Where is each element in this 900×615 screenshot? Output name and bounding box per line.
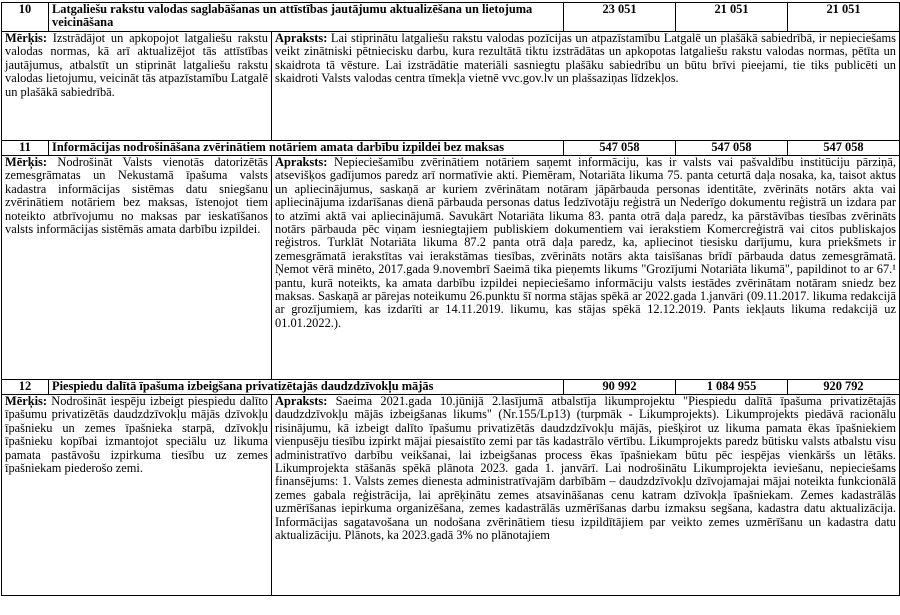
goal-label: Mērķis: — [5, 155, 47, 169]
description-cell — [272, 395, 900, 596]
amount-year-2: 547 058 — [676, 141, 788, 156]
goal-cell — [2, 156, 272, 380]
amount-year-2: 1 084 955 — [676, 380, 788, 395]
measure-header-row — [2, 3, 900, 32]
measure-header-row — [2, 380, 900, 395]
description-text: Lai stiprinātu latgaliešu rakstu valodas pozīcijas un atpazīstamību Latgalē un plašākā sabiedrībā, ir nepieciešams veikt zinātniski pētniecisku darbu, kura rezultātā tiktu izstrādātas un apkopotas latgaliešu rakstu valodas normas, pētīta un skaidrota tā vēsture. Lai izstrādātie materiāli sasniegtu plašāku sabiedrību un būtu brīvi pieejami, tie tiks publicēti un skaidroti Valsts valodas centra tīmekļa vietnē vvc.gov.lv un plašsaziņas līdzekļos. — [275, 31, 896, 86]
description-cell — [272, 156, 900, 380]
amount-year-1: 547 058 — [564, 141, 676, 156]
goal-label: Mērķis: — [5, 31, 47, 45]
goal-text: Nodrošināt Valsts vienotās datorizētās zemesgrāmatas un Nekustamā īpašuma valsts kadastra informācijas sistēmas datu sniegšanu zvērinātiem notāriem bez maksas, īstenojot tiem noteikto atbrīvojumu no maksas par ieskatīšanos valsts informācijas sistēmās amata darbību izpildei. — [5, 155, 268, 237]
goal-cell — [2, 32, 272, 141]
description-label: Apraksts: — [275, 155, 328, 169]
description-cell — [272, 32, 900, 141]
description-label: Apraksts: — [275, 394, 328, 408]
measure-number: 12 — [2, 380, 49, 395]
measure-detail-row — [2, 395, 900, 596]
goal-text: Nodrošināt iespēju izbeigt piespiedu dalīto īpašumu privatizētās daudzdzīvokļu mājās dzīvokļu īpašnieku un zemes īpašnieka starpā, dzīvokļu īpašnieku kopībai izmantojot speciālu uz likuma pamata pastāvošu izpirkuma tiesību uz zemes īpašniekam piederošo zemi. — [5, 394, 268, 476]
description-text: Nepieciešamību zvērinātiem notāriem saņemt informāciju, kas ir valsts vai pašvaldību institūciju pārziņā, atsevišķos gadījumos paredz arī normatīvie akti. Piemēram, Notariāta likuma 75. panta ceturtā daļa nosaka, ka, taisot aktus un apliecinājumus, saskaņā ar kuriem zvērinātam notāram jāpārbauda personas identitāte, zvērināts notārs akta vai apliecinājuma izdarīšanas dienā pārbauda personas datus Iedzīvotāju reģistrā un Nederīgo dokumentu reģistrā un izdara par to atzīmi aktā vai apliecinājumā. Savukārt Notariāta likuma 83. panta otrā daļa paredz, ka pārstāvības tiesības zvērināts notārs pārbauda pēc viņam iesniegtajiem publiskiem dokumentiem vai ierakstiem Komercreģistrā vai citos publiskajos reģistros. Turklāt Notariāta likuma 87.2 panta otrā daļa paredz, ka, apliecinot tiesisku darījumu, kura priekšmets ir zemesgrāmatā ierakstītas vai ierakstāmas tiesības, zvērināts notārs akta taisīšanas brīdī pārbauda datus zemesgrāmatā. Ņemot vērā minēto, 2017.gada 9.novembrī Saeimā tika pieņemts likums "Grozījumi Notariāta likumā", papildinot to ar 67.¹ pantu, kurā noteikts, ka amata darbību izpildei nepieciešamo informāciju valsts iestādes zvērinātam notāram sniedz bez maksas. Saskaņā ar pārejas noteikumu 26.punktu šī norma stājas spēkā ar 2022.gada 1.janvāri (09.11.2017. likuma redakcijā ar grozījumiem, kas izdarīti ar 14.11.2019. likumu, kas stājas spēkā 12.12.2019. Pants iekļauts likuma redakcijā uz 01.01.2022.). — [275, 155, 896, 330]
measure-detail-row — [2, 32, 900, 141]
goal-cell — [2, 395, 272, 596]
measure-header-row — [2, 141, 900, 156]
measure-number: 11 — [2, 141, 49, 156]
amount-year-3: 920 792 — [788, 380, 900, 395]
amount-year-1: 90 992 — [564, 380, 676, 395]
description-label: Apraksts: — [275, 31, 328, 45]
description-text: Saeima 2021.gada 10.jūnijā 2.lasījumā atbalstīja likumprojektu "Piespiedu dalītā īpašuma privatizētajās daudzdzīvokļu mājās izbeigšanas likums" (Nr.155/Lp13) (turpmāk - Likumprojekts). Likumprojekts piedāvā racionālu risinājumu, kā izbeigt dalīto īpašumu privatizētās daudzdzīvokļu mājās, piešķirot uz likuma pamata ēkas īpašniekiem vienpusēju tiesību izpirkt mājai piesaistīto zemi par tās kadastrālo vērtību. Likumprojekts paredz būtisku valsts atbalstu visu administratīvo darbību veikšanai, lai izbeigšanas process ēkas īpašniekam būtu pēc iespējas vienkāršs un lētāks. Likumprojekta stāšanās spēkā plānota 2023. gada 1. janvārī. Lai nodrošinātu Likumprojekta ieviešanu, nepieciešams finansējums: 1. Valsts zemes dienesta administratīvajām darbībām – daudzdzīvokļu dzīvojamajai mājai noteikta funkcionālā zemes gabala reģistrācija, lai aprēķinātu zemes atsavināšanas cenu katram dzīvokļa īpašniekam. Zemes kadastrālās uzmērīšanas iepirkuma organizēšana, zemes kadastrālās uzmērīšanas darbu izmaksu segšana, kadastra datu aktualizācija. Informācijas sagatavošana un nodošana zvērinātiem tiesu izpildītājiem par veikto zemes uzmērīšanu un kadastra datu aktualizāciju. Plānots, ka 2023.gadā 3% no plānotajiem — [275, 394, 896, 543]
goal-text: Izstrādājot un apkopojot latgaliešu rakstu valodas normas, kā arī aktualizējot tās attīstības jautājumus, atbalstīt un stiprināt latgaliešu rakstu valodas lietojumu, veicināt tās atpazīstamību Latgalē un plašākā sabiedrībā. — [5, 31, 268, 99]
measure-number: 10 — [2, 3, 49, 32]
budget-table — [1, 2, 900, 596]
amount-year-3: 21 051 — [788, 3, 900, 32]
measure-title: Latgaliešu rakstu valodas saglabāšanas un attīstības jautājumu aktualizēšana un lietojuma veicināšana — [49, 3, 564, 32]
amount-year-3: 547 058 — [788, 141, 900, 156]
amount-year-1: 23 051 — [564, 3, 676, 32]
amount-year-2: 21 051 — [676, 3, 788, 32]
measure-title: Piespiedu dalītā īpašuma izbeigšana privatizētajās daudzdzīvokļu mājās — [49, 380, 564, 395]
goal-label: Mērķis: — [5, 394, 47, 408]
measure-detail-row — [2, 156, 900, 380]
measure-title: Informācijas nodrošināšana zvērinātiem notāriem amata darbību izpildei bez maksas — [49, 141, 564, 156]
